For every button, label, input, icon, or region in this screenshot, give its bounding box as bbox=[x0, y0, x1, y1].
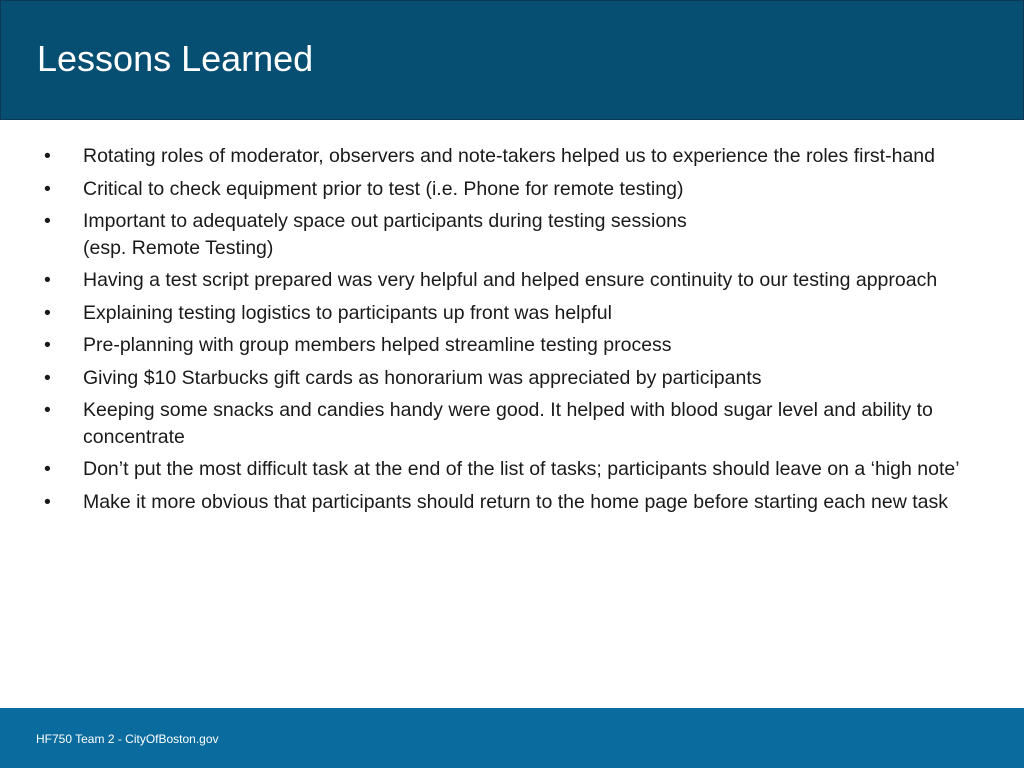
bullet-item bbox=[44, 208, 974, 261]
bullet-marker: • bbox=[44, 334, 51, 356]
bullet-item bbox=[44, 267, 974, 294]
footer-bar bbox=[0, 708, 1024, 768]
bullet-list bbox=[44, 143, 974, 521]
bullet-item bbox=[44, 332, 974, 359]
bullet-text: Having a test script prepared was very helpful and helped ensure continuity to our testing approach bbox=[83, 269, 938, 291]
bullet-marker: • bbox=[44, 210, 51, 232]
bullet-item bbox=[44, 397, 974, 450]
bullet-marker: • bbox=[44, 301, 51, 324]
bullet-marker: • bbox=[44, 145, 51, 167]
title-bar bbox=[0, 0, 1024, 120]
bullet-item bbox=[44, 300, 974, 327]
bullet-item bbox=[44, 456, 974, 483]
bullet-marker: • bbox=[44, 177, 51, 200]
bullet-text: Important to adequately space out participants during testing sessions (esp. Remote Testing) bbox=[83, 210, 687, 259]
slide-title: Lessons Learned bbox=[37, 38, 314, 79]
bullet-text: Make it more obvious that participants should return to the home page before starting each new task bbox=[83, 490, 948, 513]
footer-text: HF750 Team 2 - CityOfBoston.gov bbox=[36, 732, 219, 746]
bullet-text: Explaining testing logistics to participants up front was helpful bbox=[83, 301, 612, 324]
bullet-marker: • bbox=[44, 490, 51, 513]
bullet-marker: • bbox=[44, 399, 51, 421]
bullet-item bbox=[44, 365, 974, 392]
bullet-item bbox=[44, 176, 974, 203]
bullet-item bbox=[44, 143, 974, 170]
bullet-marker: • bbox=[44, 458, 51, 480]
bullet-marker: • bbox=[44, 366, 51, 389]
bullet-text: Critical to check equipment prior to test (i.e. Phone for remote testing) bbox=[83, 177, 684, 200]
bullet-text: Rotating roles of moderator, observers and note-takers helped us to experience the roles first-hand bbox=[83, 145, 935, 167]
bullet-marker: • bbox=[44, 269, 51, 291]
bullet-text: Don’t put the most difficult task at the end of the list of tasks; participants should leave on a ‘high note’ bbox=[83, 458, 960, 480]
bullet-text: Keeping some snacks and candies handy were good. It helped with blood sugar level and ability to concentrate bbox=[83, 399, 933, 448]
bullet-text: Giving $10 Starbucks gift cards as honorarium was appreciated by participants bbox=[83, 366, 762, 389]
bullet-item bbox=[44, 489, 974, 516]
bullet-text: Pre-planning with group members helped streamline testing process bbox=[83, 334, 672, 356]
